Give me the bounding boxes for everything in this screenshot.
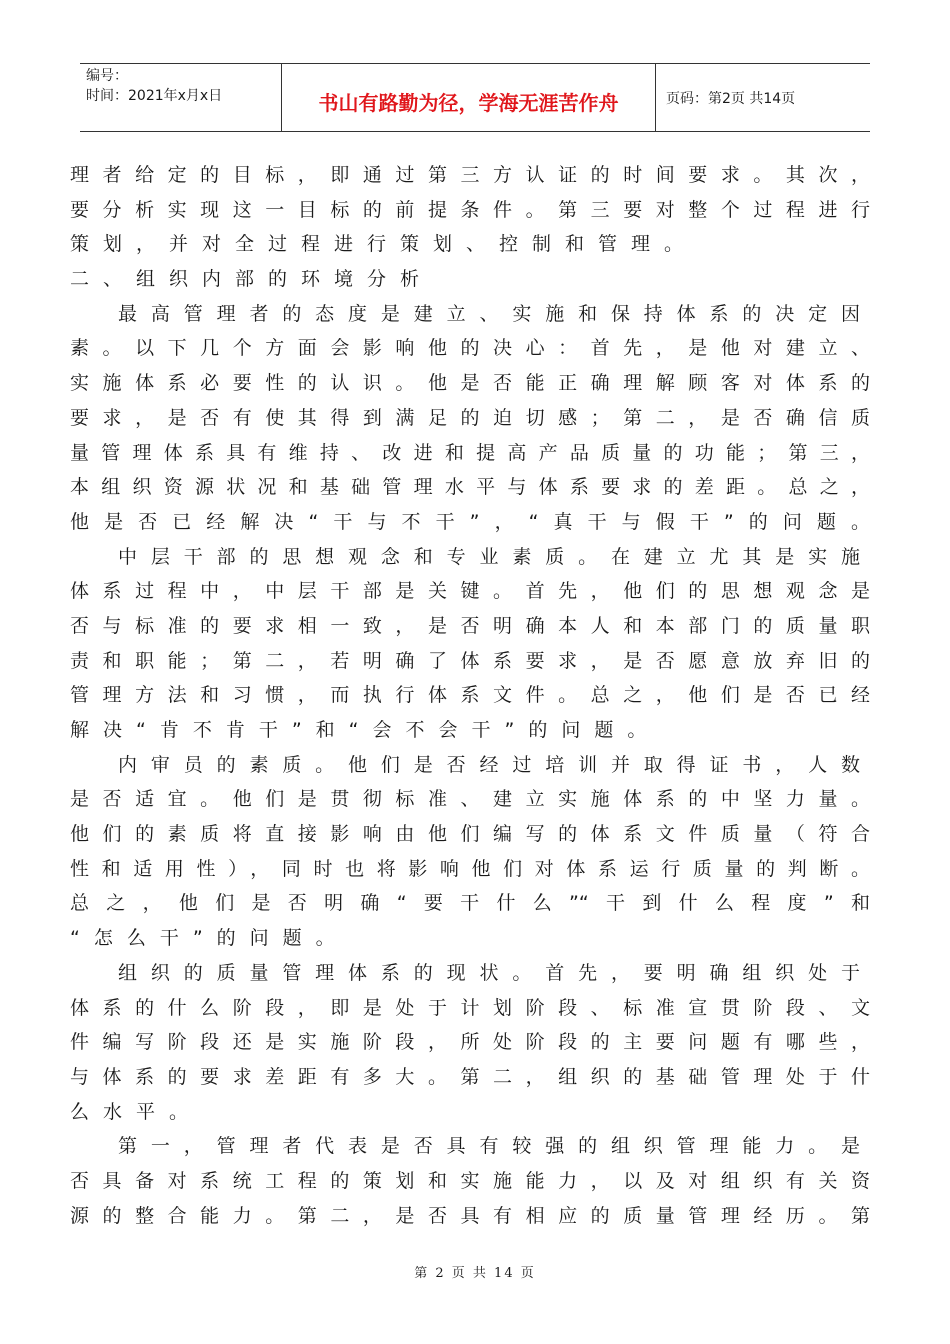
paragraph-line: 源的整合能力。第二，是否具有相应的质量管理经历。第 (70, 1204, 870, 1227)
paragraph-line: 体系的什么阶段，即是处于计划阶段、标准宣贯阶段、文 (70, 996, 870, 1019)
paragraph-line: 本组织资源状况和基础管理水平与体系要求的差距。总之， (70, 476, 870, 499)
header-page-number: 页码：第2页 共14页 (666, 90, 796, 107)
document-time-label: 时间：2021年x月x日 (86, 88, 223, 104)
paragraph-line: 与体系的要求差距有多大。第二，组织的基础管理处于什 (70, 1065, 870, 1088)
paragraph-line: “怎么干”的问题。 (70, 927, 349, 950)
paragraph-line: 二、组织内部的环境分析 (70, 268, 434, 291)
paragraph-line: 件编写阶段还是实施阶段，所处阶段的主要问题有哪些， (70, 1031, 870, 1054)
paragraph-line: 他是否已经解决“干与不干”，“真干与假干”的问题。 (70, 510, 870, 533)
page-header (80, 63, 870, 132)
paragraph-line: 责和职能；第二，若明确了体系要求，是否愿意放弃旧的 (70, 649, 870, 672)
document-body (70, 158, 870, 1233)
paragraph-line: 量管理体系具有维持、改进和提高产品质量的功能；第三， (70, 441, 870, 464)
document-number-label: 编号： (86, 68, 128, 84)
paragraph-line: 策划，并对全过程进行策划、控制和管理。 (70, 233, 698, 256)
page-footer: 第 2 页 共 14 页 (414, 1266, 536, 1281)
paragraph-line: 实施体系必要性的认识。他是否能正确理解顾客对体系的 (70, 372, 870, 395)
paragraph-line: 他们的素质将直接影响由他们编写的体系文件质量（符合 (70, 823, 870, 846)
paragraph-line: 总之，他们是否明确“要干什么”“干到什么程度”和 (70, 892, 870, 915)
paragraph-line: 体系过程中，中层干部是关键。首先，他们的思想观念是 (70, 580, 870, 603)
paragraph-line: 否具备对系统工程的策划和实施能力，以及对组织有关资 (70, 1169, 870, 1192)
paragraph-line: 理者给定的目标，即通过第三方认证的时间要求。其次， (70, 164, 870, 186)
paragraph-line: 组织的质量管理体系的现状。首先，要明确组织处于 (118, 961, 860, 984)
header-motto: 书山有路勤为径，学海无涯苦作舟 (282, 64, 656, 131)
paragraph-line: 要分析实现这一目标的前提条件。第三要对整个过程进行 (70, 198, 870, 221)
paragraph-line: 第一，管理者代表是否具有较强的组织管理能力。是 (118, 1135, 860, 1158)
header-meta (80, 64, 282, 131)
paragraph-line: 最高管理者的态度是建立、实施和保持体系的决定因 (118, 302, 860, 325)
paragraph-line: 管理方法和习惯，而执行体系文件。总之，他们是否已经 (70, 684, 870, 707)
paragraph-line: 内审员的素质。他们是否经过培训并取得证书，人数 (118, 753, 860, 776)
paragraph-line: 中层干部的思想观念和专业素质。在建立尤其是实施 (118, 545, 860, 568)
paragraph-line: 素。以下几个方面会影响他的决心：首先，是他对建立、 (70, 337, 870, 360)
paragraph-line: 性和适用性），同时也将影响他们对体系运行质量的判断。 (70, 857, 870, 880)
paragraph-line: 么水平。 (70, 1100, 203, 1123)
paragraph-line: 是否适宜。他们是贯彻标准、建立实施体系的中坚力量。 (70, 788, 870, 811)
paragraph-line: 要求，是否有使其得到满足的迫切感；第二，是否确信质 (70, 406, 870, 429)
paragraph-line: 解决“肯不肯干”和“会不会干”的问题。 (70, 719, 661, 741)
paragraph-line: 否与标准的要求相一致，是否明确本人和本部门的质量职 (70, 614, 870, 637)
